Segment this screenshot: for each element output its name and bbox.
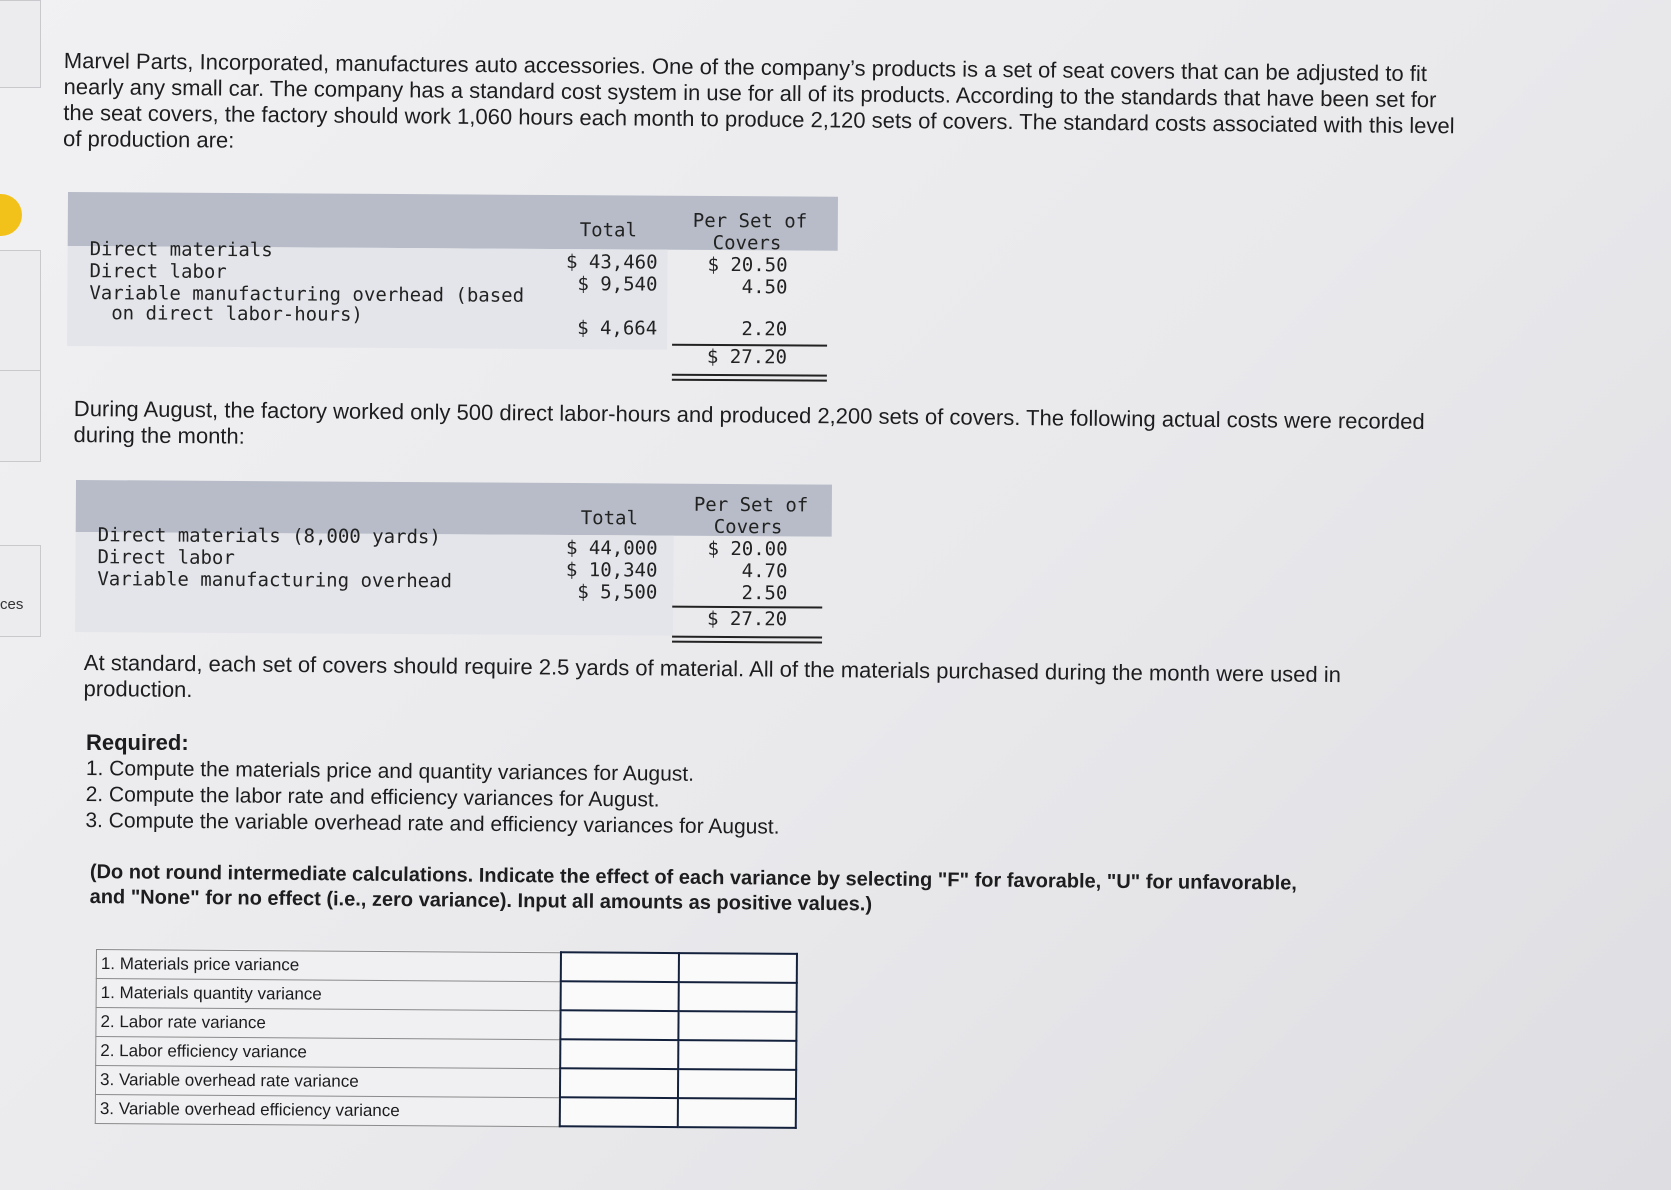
header-total: Total [580, 507, 639, 530]
row-per-set: 4.50 [741, 276, 788, 299]
header-per-set-line2: Covers [713, 515, 783, 539]
row-label: Direct materials (8,000 yards) [97, 524, 441, 549]
row-per-set: $ 20.50 [707, 253, 788, 277]
per-set-total: $ 27.20 [707, 607, 788, 631]
variance-amount-input[interactable] [561, 981, 679, 1011]
header-per-set-line2: Covers [712, 231, 782, 255]
intro-paragraph: Marvel Parts, Incorporated, manufactures auto accessories. One of the company’s products is a set of seat covers that can be adjusted to fit nearly any small car. The company has a standard cost system in use for all of its products. According to the standards that have been set for the seat covers, the factory should work 1,060 hours each month to produce 2,120 sets of covers. The standard costs associated with this level of production are: [63, 48, 1455, 153]
answer-table [95, 948, 798, 1129]
header-total: Total [579, 219, 638, 242]
sidebar-tab-top[interactable] [0, 0, 41, 88]
variance-amount-input[interactable] [561, 952, 679, 982]
variance-effect-select[interactable] [678, 1011, 796, 1041]
table-row [95, 1094, 796, 1128]
header-per-set-line1: Per Set of [692, 209, 808, 233]
variance-label: 1. Materials price variance [96, 949, 561, 981]
variance-label: 2. Labor rate variance [96, 1007, 561, 1039]
august-paragraph: During August, the factory worked only 500 direct labor-hours and produced 2,200 sets of covers. The following actual costs were recorded during the month: [73, 396, 1425, 449]
row-per-set: $ 20.00 [707, 537, 788, 561]
header-per-set-line1: Per Set of [693, 493, 809, 517]
standard-note: At standard, each set of covers should require 2.5 yards of material. All of the materials purchased during the month were used in production. [83, 650, 1342, 703]
row-label: Direct labor [97, 546, 235, 569]
row-label: Variable manufacturing overhead (based [89, 282, 525, 307]
variance-amount-input[interactable] [560, 1039, 678, 1069]
status-dot-icon [0, 194, 22, 236]
sidebar-tab-lower[interactable] [0, 370, 41, 462]
variance-label: 1. Materials quantity variance [96, 978, 561, 1010]
total-double-rule [672, 636, 822, 644]
variance-effect-select[interactable] [679, 953, 797, 983]
required-list [85, 756, 986, 843]
row-total: $ 10,340 [565, 558, 658, 582]
required-heading: Required: [86, 730, 189, 755]
row-label: Direct materials [89, 238, 273, 262]
row-total: $ 43,460 [565, 251, 658, 274]
per-set-total: $ 27.20 [706, 345, 788, 369]
row-per-set: 4.70 [741, 560, 788, 583]
variance-effect-select[interactable] [678, 1040, 796, 1070]
variance-effect-select[interactable] [679, 982, 797, 1012]
required-item: 3. Compute the variable overhead rate and efficiency variances for August. [85, 808, 780, 839]
required-item: 1. Compute the materials price and quantity variances for August. [85, 756, 695, 786]
variance-label: 2. Labor efficiency variance [96, 1036, 561, 1068]
standard-cost-table [67, 192, 838, 389]
sidebar-label[interactable]: ces [0, 596, 24, 613]
required-item: 2. Compute the labor rate and efficiency variances for August. [85, 782, 660, 812]
total-double-rule [672, 374, 827, 382]
variance-effect-select[interactable] [678, 1069, 796, 1099]
row-label: Variable manufacturing overhead [97, 568, 453, 593]
row-per-set: 2.20 [741, 318, 788, 341]
variance-effect-select[interactable] [678, 1098, 796, 1128]
row-label-continued: on direct labor-hours) [111, 302, 363, 326]
row-label: Direct labor [89, 260, 227, 283]
variance-label: 3. Variable overhead rate variance [95, 1065, 560, 1097]
sidebar-tab-middle[interactable] [0, 250, 41, 372]
variance-amount-input[interactable] [560, 1010, 678, 1040]
row-total: $ 4,664 [577, 317, 658, 340]
row-total: $ 5,500 [577, 581, 658, 604]
actual-cost-table [75, 480, 832, 651]
sidebar-tab-bottom[interactable] [0, 545, 41, 637]
row-total: $ 44,000 [566, 536, 658, 560]
row-per-set: 2.50 [741, 582, 788, 605]
row-total: $ 9,540 [577, 273, 658, 296]
variance-label: 3. Variable overhead efficiency variance [95, 1094, 560, 1126]
instructions-text: (Do not round intermediate calculations. Indicate the effect of each variance by selecting "F" for favorable, "U" for unfavorable, and "None" for no effect (i.e., zero variance). Input all amounts as positive values.) [89, 860, 1298, 916]
variance-amount-input[interactable] [560, 1097, 678, 1127]
variance-amount-input[interactable] [560, 1068, 678, 1098]
